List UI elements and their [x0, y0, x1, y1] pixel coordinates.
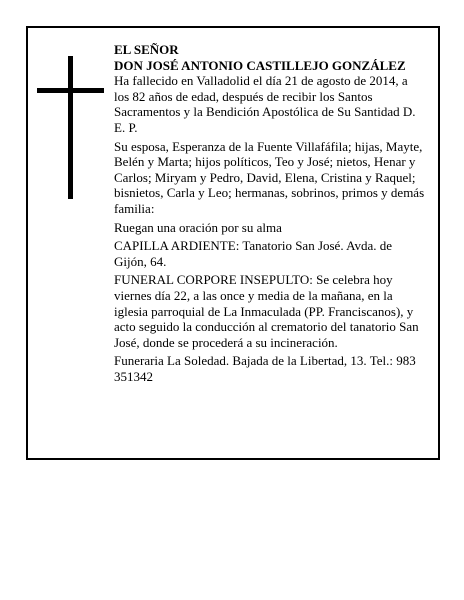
chapel-info: CAPILLA ARDIENTE: Tanatorio San José. Avda. de Gijón, 64.: [114, 238, 393, 269]
obituary-notice-frame: [26, 26, 440, 460]
prayer-request: Ruegan una oración por su alma: [114, 219, 282, 235]
funeral-info: FUNERAL CORPORE INSEPULTO: Se celebra hoy viernes día 22, a las once y media de la mañana, en la iglesia parroquial de La Inmaculada (PP. Franciscanos), y acto seguido la conducción al crematorio del tanatorio San José, donde se procederá a su incineración.: [114, 272, 419, 350]
funeral-home-info: Funeraria La Soledad. Bajada de la Libertad, 13. Tel.: 983 351342: [114, 353, 416, 384]
death-announcement: Ha fallecido en Valladolid el día 21 de agosto de 2014, a los 82 años de edad, después de recibir los Santos Sacramentos y la Bendición Apostólica de Su Santidad D. E. P.: [114, 73, 416, 135]
cross-icon-vertical-bar: [68, 56, 73, 199]
family-list: Su esposa, Esperanza de la Fuente Villafáfila; hijas, Mayte, Belén y Marta; hijos políticos, Teo y José; nietos, Henar y Carlos; Miryam y Pedro, David, Elena, Cristina y Raquel; bisnietos, Carla y Leo; hermanas, sobrinos, primos y demás familia:: [114, 138, 425, 216]
deceased-title: EL SEÑOR: [114, 42, 179, 57]
cross-icon-horizontal-bar: [37, 88, 104, 93]
obituary-text: [114, 42, 426, 387]
deceased-name: DON JOSÉ ANTONIO CASTILLEJO GONZÁLEZ: [114, 57, 406, 73]
